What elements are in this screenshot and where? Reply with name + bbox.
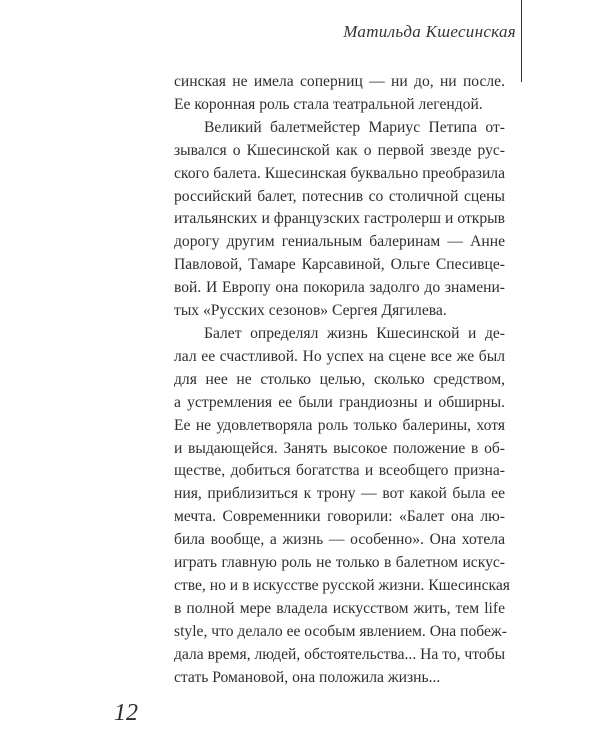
text-line: дала время, людей, обстоятельства... На то, чтобы — [174, 645, 506, 663]
paragraph — [174, 71, 505, 117]
text-line: для нее не столько целью, сколько средством, — [174, 370, 505, 388]
text-line: лал ее счастливой. Но успех на сцене все же был — [174, 347, 505, 365]
text-line: и выдающейся. Занять высокое положение в об- — [174, 439, 505, 457]
text-line: стве, но и в искусстве русской жизни. Кшесинская — [174, 576, 510, 594]
text-line: Ее коронная роль стала театральной легендой. — [174, 95, 483, 113]
text-line: style, что делало ее особым явлением. Она побеж- — [174, 622, 507, 640]
text-line: в полной мере владела искусством жить, тем life — [174, 599, 505, 617]
text-line: Балет определял жизнь Кшесинской и де- — [204, 324, 505, 342]
text-line: Павловой, Тамаре Карсавиной, Ольге Спесивце- — [174, 256, 505, 274]
text-line: итальянских и французских гастролерш и открыв — [174, 210, 505, 228]
text-line: била вообще, а жизнь — особенно». Она хотела — [174, 531, 505, 549]
text-line: стать Романовой, она положила жизнь... — [174, 668, 441, 686]
text-line: Великий балетмейстер Мариус Петипа от- — [204, 118, 505, 136]
page-number: 12 — [114, 700, 138, 726]
text-line: вой. И Европу она покорила задолго до знамени- — [174, 279, 505, 297]
text-line: ния, приблизиться к трону — вот какой была ее — [174, 485, 505, 503]
text-line: дорогу другим гениальным балеринам — Анне — [174, 233, 505, 251]
text-line: ского балета. Кшесинская буквально преобразила — [174, 164, 505, 182]
text-line: мечта. Современники говорили: «Балет она лю- — [174, 508, 505, 526]
text-line: тых «Русских сезонов» Сергея Дягилева. — [174, 302, 447, 320]
text-line: российский балет, потеснив со столичной сцены — [174, 187, 505, 205]
text-line: а устремления ее были грандиозны и обширны. — [174, 393, 505, 411]
text-line: играть главную роль не только в балетном искус- — [174, 554, 505, 572]
paragraph — [174, 323, 510, 690]
running-header: Матильда Кшесинская — [343, 22, 516, 41]
text-line: ществе, добиться богатства и всеобщего призна- — [174, 462, 505, 480]
text-line: синская не имела соперниц — ни до, ни после. — [174, 73, 505, 90]
text-line: зывался о Кшесинской как о первой звезде рус- — [174, 141, 505, 159]
paragraph — [174, 117, 505, 323]
text-line: Ее не удовлетворяла роль только балерины, хотя — [174, 416, 505, 434]
header-rule — [521, 0, 522, 82]
body-text — [174, 71, 510, 689]
